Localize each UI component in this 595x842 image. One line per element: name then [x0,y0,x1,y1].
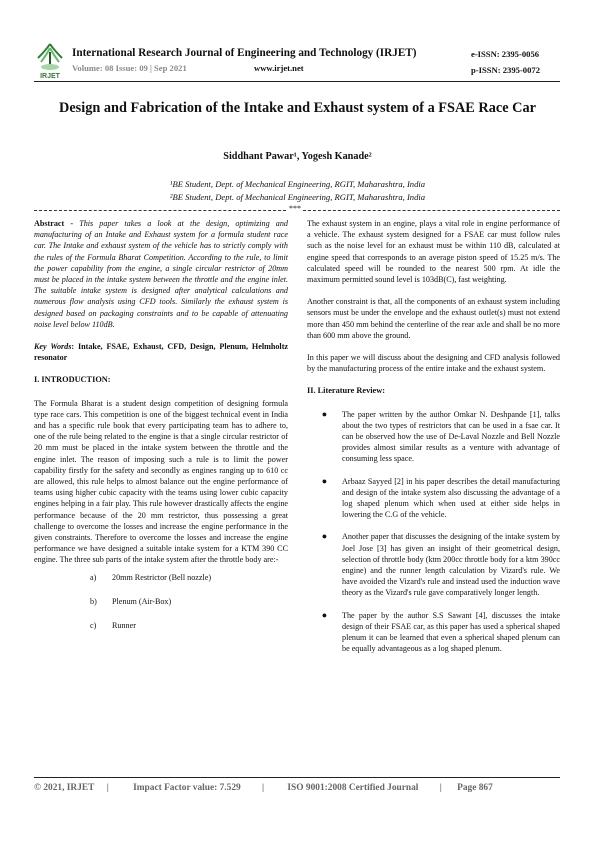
keywords-text: : Intake, FSAE, Exhaust, CFD, Design, Plenum, Helmholtz resonator [34,342,289,363]
footer-copyright: © 2021, IRJET [34,783,95,793]
bullet-icon: ● [321,609,328,620]
list-item [34,620,288,631]
footer-divider-mark: | [106,783,109,793]
affiliation-2: ²BE Student, Dept. of Mechanical Engineering, RGIT, Maharashtra, India [169,192,426,202]
list-item-label: Plenum (Air-Box) [112,596,172,606]
list-item-text: The paper by the author S.S Sawant [4], discusses the intake design of their FSAE car, as this paper has used a spherical shaped plenum it can be learned that even a spherical shaped plenum can be equally advantageous as a log shaped plenum. [342,610,560,654]
list-marker: a) [90,572,97,582]
bullet-icon: ● [321,531,328,542]
footer-iso: ISO 9001:2008 Certified Journal [287,783,419,793]
separator-stars: *** [289,204,301,213]
left-column [34,218,288,644]
footer-divider [34,777,560,778]
right-column [307,218,560,666]
p-issn: p-ISSN: 2395-0072 [471,65,540,75]
keywords [34,341,288,363]
literature-list [307,409,560,655]
list-item-text: Arbaaz Sayyed [2] in his paper describes the detail manufacturing and design of the intake system also discussing the advantage of a log shaped plenum which when used at either side helps in lowering the C.G of the vehicle. [342,476,560,520]
exhaust-paragraph: The exhaust system in an engine, plays a vital role in engine performance of a vehicle. The exhaust system designed for a FSAE car must follow rules such as the noise level for an exhaust must be within 110 dB, calculated at engine speed that corresponds to an average piston speed of 15.25 m/s. The calculated speed will be rounded to the nearest 500 rpm. At idle the maximum permitted sound level is 103dB(C), fast weighting. [307,219,560,285]
bullet-icon: ● [321,408,328,419]
list-item [307,476,560,521]
list-item [34,596,288,607]
intake-parts-list [34,572,288,632]
volume-issue: Volume: 08 Issue: 09 | Sep 2021 [72,63,187,73]
list-item [307,610,560,655]
footer [34,783,560,793]
journal-website[interactable]: www.irjet.net [254,63,304,73]
paper-title: Design and Fabrication of the Intake and Exhaust system of a FSAE Race Car [59,100,536,116]
header-divider [34,81,560,82]
list-item-text: Another paper that discusses the designing of the intake system by Joel Jose [3] has given an insight of their geometrical design, selection of throttle body (ktm 200cc throttle body for a ktm 390cc engine) and the runner length calculation by Vizard's rule. We have avoided the Vizard's rule and instead used the induction wave theory as the Vizard's rule gave comparatively longer length. [342,532,560,598]
journal-title: International Research Journal of Engineering and Technology (IRJET) [72,47,417,59]
literature-review-heading: II. Literature Review: [307,386,385,396]
logo-text: IRJET [40,73,60,80]
list-item [34,572,288,583]
abstract [34,218,288,330]
bullet-icon: ● [321,475,328,486]
list-marker: b) [90,596,97,606]
e-issn: e-ISSN: 2395-0056 [471,49,540,59]
footer-impact-factor: Impact Factor value: 7.529 [133,783,241,793]
authors: Siddhant Pawar¹, Yogesh Kanade² [223,151,372,162]
intro-heading: I. INTRODUCTION: [34,375,111,385]
list-item-label: 20mm Restrictor (Bell nozzle) [112,572,212,582]
scope-paragraph: In this paper we will discuss about the designing and CFD analysis followed by the manufacturing process of the entire intake and the exhaust system. [307,353,560,374]
list-item [307,409,560,465]
footer-divider-mark: | [262,783,265,793]
list-item-text: The paper written by the author Omkar N. Deshpande [1], talks about the two types of restrictors that can be used in a fsae car. It can be observed how the use of De-Laval Nozzle and Bell Nozzle provides almost similar results as a venture with advantage of consuming less space. [342,409,560,464]
footer-divider-mark: | [439,783,442,793]
affiliation-1: ¹BE Student, Dept. of Mechanical Engineering, RGIT, Maharashtra, India [169,179,426,189]
constraint-paragraph: Another constraint is that, all the components of an exhaust system including sensors must be under the envelope and the exhaust outlet(s) must not extend more than 450 mm behind the centerline of the rear axle and shall be no more than 600 mm above the ground. [307,297,560,340]
list-item-label: Runner [112,621,136,631]
intro-text: The Formula Bharat is a student design competition of designing formula type race cars. This competition is one of the biggest technical event in India and has a specific rule book that every participating team has to adhere to, one of the rule being related to the engine is that a single circular restrictor of 20 mm must be placed in the intake system between the throttle and the engine inlet. The reason of imposing such a rule is to limit the power capability firstly for the safety and secondly as engines ranging up to 610 cc are allowed, this rule helps to almost balance out the engine performance of teams using higher cubic capacity with the teams using lower cubic capacity engines helping in a fair play. This rule however drastically affects the engine performance because of the 20 mm restrictor, thus possessing a great challenge to overcome the losses and increase the engine performance in the given constraints. Therefore to overcome the losses and increase the engine performance we have designed a suitable intake system for a KTM 390 CC engine. The three sub parts of the intake system after the throttle body are:- [34,398,288,565]
list-item [307,531,560,598]
keywords-label: Key Words [34,342,72,352]
abstract-text: This paper takes a look at the design, optimizing and manufacturing of an Intake and Exhaust system for a formula student race car. The Intake and exhaust system of the vehicle has to strictly comply with the rules of the Formula Bharat Competition. According to the rule, to limit the power capability from the engine, a single circular restrictor of 20mm must be placed in the intake system between the throttle and the engine inlet. The suitable intake system is designed after analytical calculations and numerous flow analysis using CFD tools. Similarly the exhaust system is designed based on packaging constraints and to be capable of attenuating noise level below 110dB. [34,219,288,329]
irjet-logo [34,40,66,82]
footer-page-number: Page 867 [457,783,493,793]
abstract-label: Abstract - [34,219,80,228]
list-marker: c) [90,621,97,631]
